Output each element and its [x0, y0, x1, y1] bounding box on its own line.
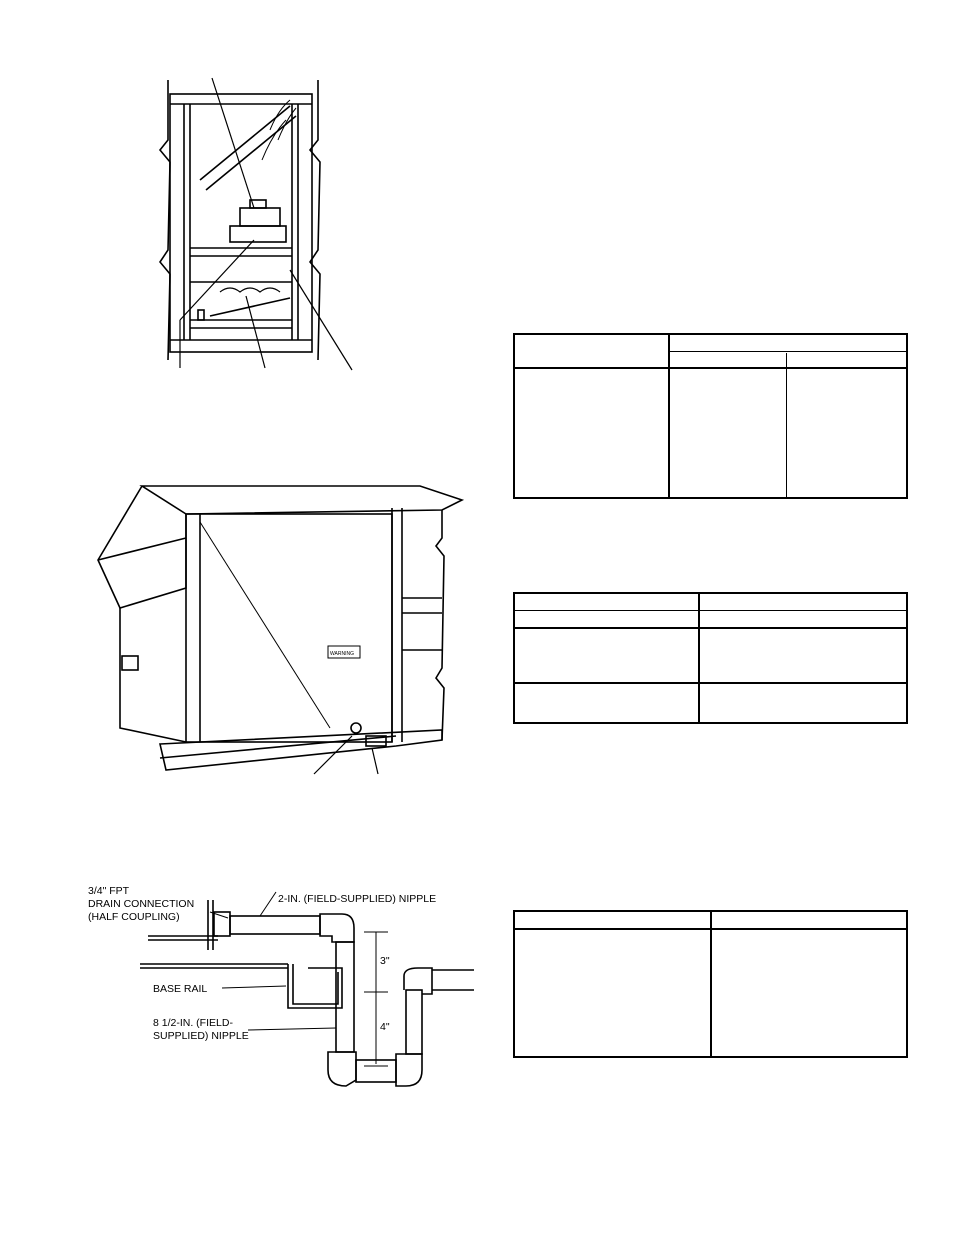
dimension-4-label: 4" [380, 1021, 390, 1033]
drain-connection-label-3: (HALF COUPLING) [88, 911, 180, 923]
drain-connection-label-2: DRAIN CONNECTION [88, 898, 195, 910]
nipple-2in-label: 2-IN. (FIELD-SUPPLIED) NIPPLE [278, 893, 437, 905]
unit-exterior-figure [90, 478, 470, 778]
table-1 [513, 333, 908, 499]
nipple-8in-label-2: SUPPLIED) NIPPLE [153, 1030, 249, 1042]
unit-interior-figure [150, 70, 380, 380]
table-2 [513, 592, 908, 724]
base-rail-label: BASE RAIL [153, 983, 208, 995]
drain-connection-label-1: 3/4" FPT [88, 885, 130, 897]
condensate-trap-figure [88, 880, 478, 1100]
dimension-3-label: 3" [380, 955, 390, 967]
nipple-8in-label-1: 8 1/2-IN. (FIELD- [153, 1017, 233, 1029]
warning-label: WARNING [330, 651, 354, 657]
table-3 [513, 910, 908, 1058]
